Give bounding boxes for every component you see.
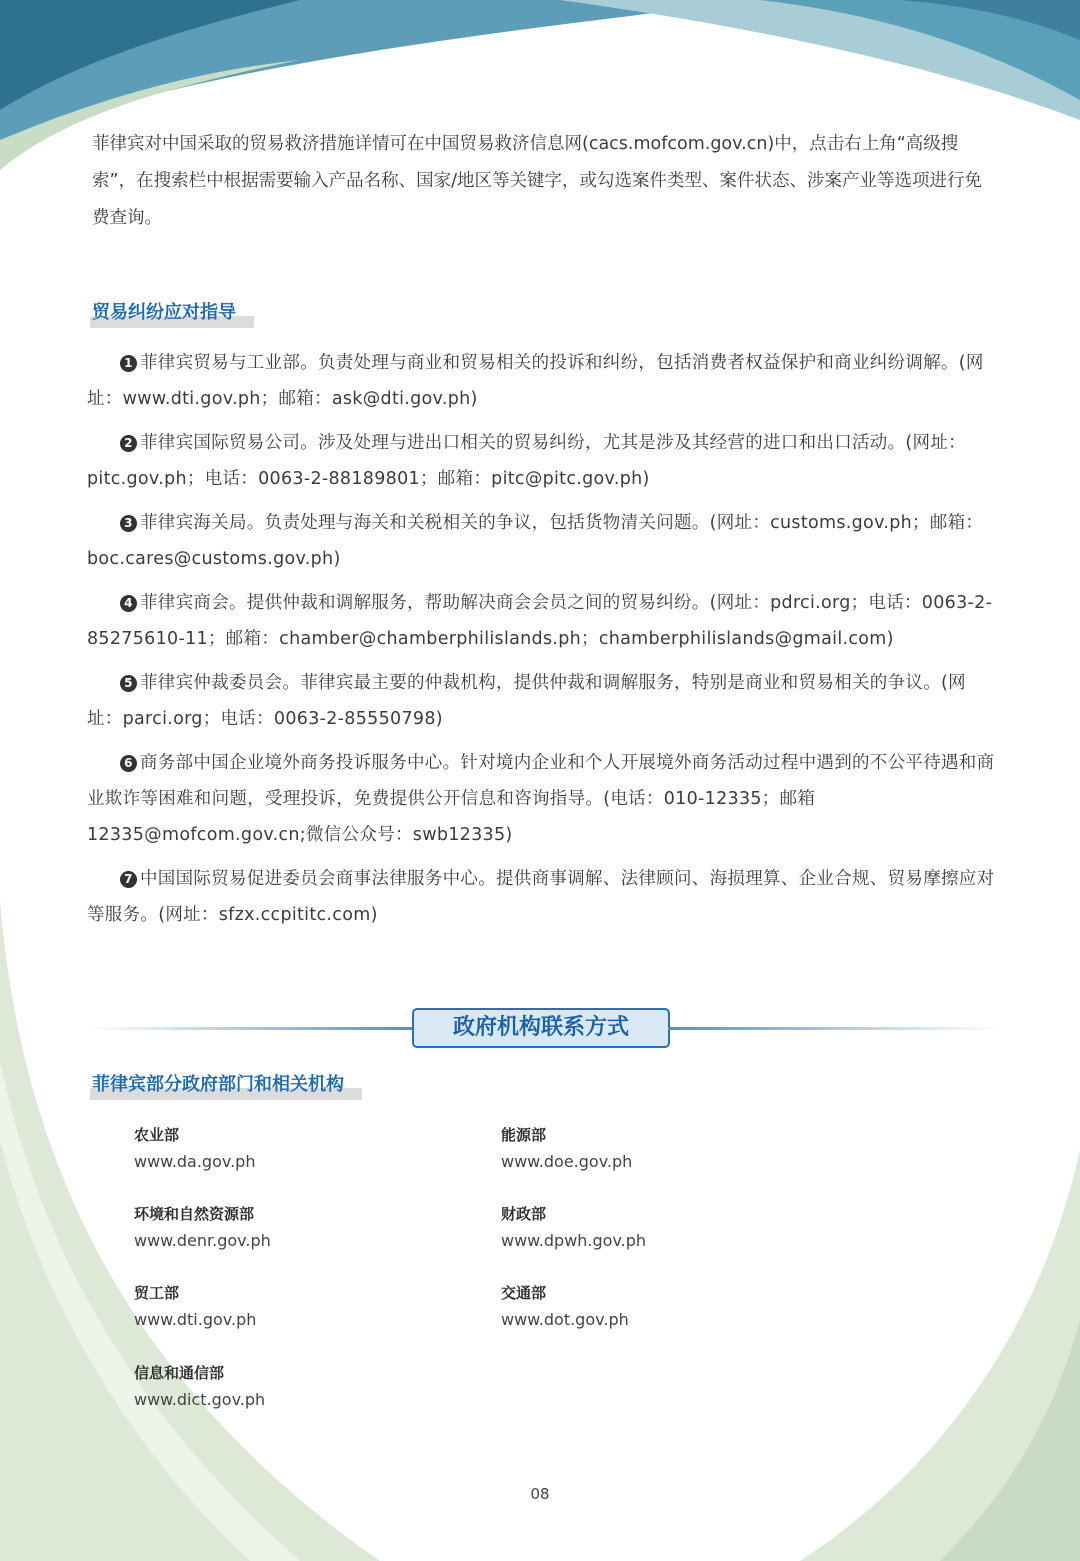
number-badge: 2	[120, 435, 137, 452]
divider-line-right	[668, 1027, 998, 1030]
list-item	[87, 745, 997, 853]
agency-entry	[134, 1282, 454, 1332]
agency-name: 交通部	[501, 1284, 547, 1302]
list-item	[87, 585, 997, 657]
divider-line-left	[88, 1027, 413, 1030]
agency-entry	[501, 1124, 821, 1174]
agency-entry	[134, 1124, 454, 1174]
number-badge: 5	[120, 675, 137, 692]
agency-name: 信息和通信部	[134, 1364, 225, 1382]
number-badge: 6	[120, 755, 137, 772]
section-heading-dispute-guide: 贸易纠纷应对指导	[88, 300, 240, 328]
agency-name: 农业部	[134, 1126, 180, 1144]
agency-url[interactable]: www.doe.gov.ph	[501, 1152, 633, 1171]
dispute-guide-list	[87, 345, 997, 941]
list-item-text: 菲律宾商会。提供仲裁和调解服务，帮助解决商会会员之间的贸易纠纷。(网址：pdrci.org；电话：0063-2-85275610-11；邮箱：chamber@chamberphilislands.ph；chamberphilislands@gmail.com)	[87, 593, 993, 649]
intro-paragraph: 菲律宾对中国采取的贸易救济措施详情可在中国贸易救济信息网(cacs.mofcom.gov.cn)中，点击右上角“高级搜索”，在搜索栏中根据需要输入产品名称、国家/地区等关键字，或勾选案件类型、案件状态、涉案产业等选项进行免费查询。	[92, 134, 982, 228]
agency-name: 能源部	[501, 1126, 547, 1144]
section-title-box: 政府机构联系方式	[412, 1008, 670, 1048]
page-number: 08	[530, 1485, 550, 1503]
agency-entry	[501, 1203, 821, 1253]
list-item	[87, 345, 997, 417]
list-item-text: 商务部中国企业境外商务投诉服务中心。针对境内企业和个人开展境外商务活动过程中遇到的不公平待遇和商业欺诈等困难和问题，受理投诉，免费提供公开信息和咨询指导。(电话：010-12335；邮箱12335@mofcom.gov.cn;微信公众号：swb12335)	[87, 753, 995, 845]
list-item	[87, 505, 997, 577]
agency-entry	[134, 1203, 454, 1253]
list-item	[87, 861, 997, 933]
agency-url[interactable]: www.denr.gov.ph	[134, 1231, 271, 1250]
list-item-text: 菲律宾贸易与工业部。负责处理与商业和贸易相关的投诉和纠纷，包括消费者权益保护和商业纠纷调解。(网址：www.dti.gov.ph；邮箱：ask@dti.gov.ph)	[87, 353, 984, 409]
list-item	[87, 665, 997, 737]
agency-name: 环境和自然资源部	[134, 1205, 255, 1223]
agency-url[interactable]: www.dpwh.gov.ph	[501, 1231, 647, 1250]
list-item-text: 菲律宾海关局。负责处理与海关和关税相关的争议，包括货物清关问题。(网址：customs.gov.ph；邮箱：boc.cares@customs.gov.ph)	[87, 513, 984, 569]
list-item-text: 菲律宾仲裁委员会。菲律宾最主要的仲裁机构，提供仲裁和调解服务，特别是商业和贸易相关的争议。(网址：parci.org；电话：0063-2-85550798)	[87, 673, 966, 729]
section-title-divider	[88, 1008, 998, 1048]
list-item-text: 中国国际贸易促进委员会商事法律服务中心。提供商事调解、法律顾问、海损理算、企业合规、贸易摩擦应对等服务。(网址：sfzx.ccpititc.com)	[87, 869, 995, 925]
section-heading-agencies: 菲律宾部分政府部门和相关机构	[88, 1072, 348, 1100]
number-badge: 7	[120, 871, 137, 888]
number-badge: 4	[120, 595, 137, 612]
agency-entry	[501, 1282, 821, 1332]
agency-url[interactable]: www.dot.gov.ph	[501, 1310, 629, 1329]
agency-url[interactable]: www.dti.gov.ph	[134, 1310, 257, 1329]
agency-url[interactable]: www.da.gov.ph	[134, 1152, 256, 1171]
number-badge: 3	[120, 515, 137, 532]
agency-url[interactable]: www.dict.gov.ph	[134, 1390, 266, 1409]
agency-entry	[134, 1362, 454, 1412]
agency-name: 财政部	[501, 1205, 547, 1223]
list-item	[87, 425, 997, 497]
number-badge: 1	[120, 355, 137, 372]
list-item-text: 菲律宾国际贸易公司。涉及处理与进出口相关的贸易纠纷，尤其是涉及其经营的进口和出口活动。(网址：pitc.gov.ph；电话：0063-2-88189801；邮箱：pitc@pitc.gov.ph)	[87, 433, 966, 489]
agency-name: 贸工部	[134, 1284, 180, 1302]
